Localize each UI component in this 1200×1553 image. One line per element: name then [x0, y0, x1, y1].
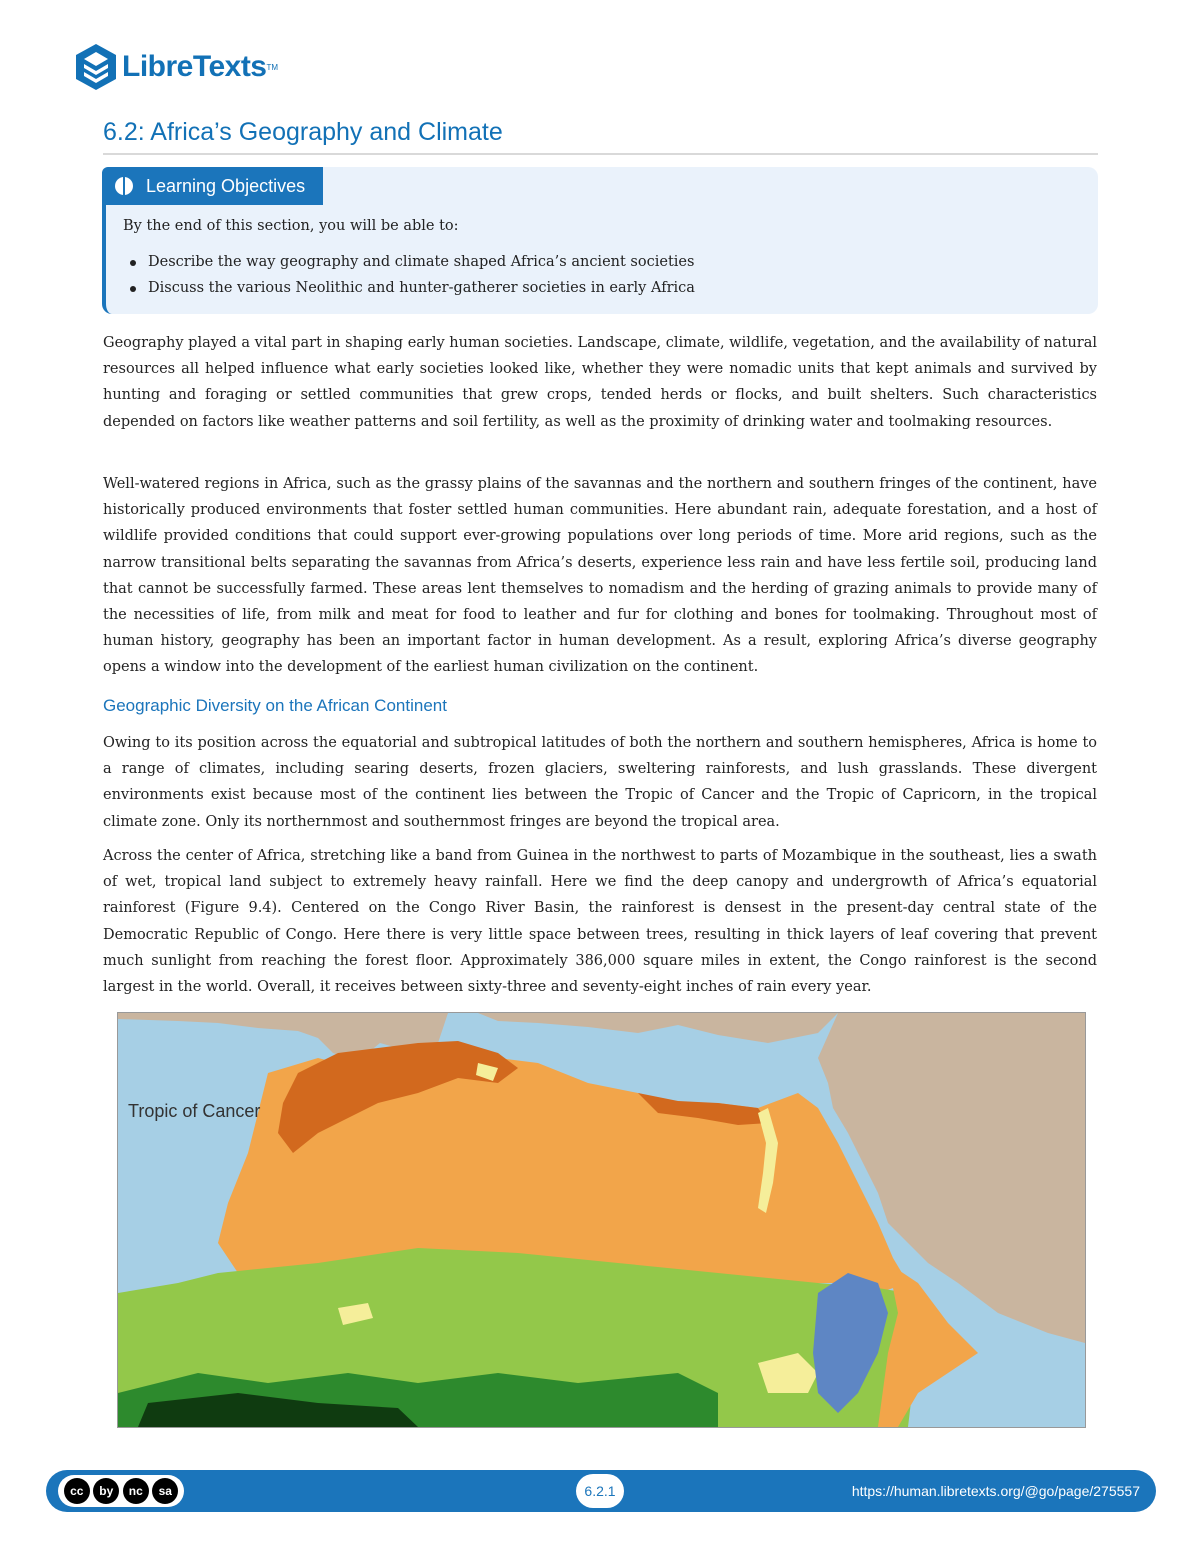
nc-icon: nc: [123, 1478, 149, 1504]
logo-trademark: TM: [266, 62, 279, 72]
paragraph-well-watered-regions: Well-watered regions in Africa, such as the grassy plains of the savannas and the northern and southern fringes of the continent, have historically produced environments that foster settled human communities. Here abundant rain, adequate forestation, and a host of wildlife provided conditions that could support ever-growing populations over long periods of time. More arid regions, such as the narrow transitional belts separating the savannas from Africa’s deserts, experience less rain and have less fertile soil, producing land that cannot be successfully farmed. These areas lent themselves to nomadism and the herding of grazing animals to provide many of the necessities of life, from milk and meat for food to leather and fur for clothing and bones for toolmaking. Throughout most of human history, geography has been an important factor in human development. As a result, exploring Africa’s diverse geography opens a window into the development of the earliest human civilization on the continent.: [103, 476, 1097, 676]
learning-objectives-box: [102, 167, 1098, 314]
libretexts-logo[interactable]: [74, 42, 278, 92]
paragraph-equatorial-rainforest: Across the center of Africa, stretching like a band from Guinea in the northwest to parts of Mozambique in the southeast, lies a swath of wet, tropical land subject to extremely heavy rainfall. Here we find the deep canopy and undergrowth of Africa’s equatorial rainforest (Figure 9.4). Centered on the Congo River Basin, the rainforest is densest in the present-day central state of the Democratic Republic of Congo. Here there is very little space between trees, resulting in thick layers of leaf covering that prevent much sunlight from reaching the forest floor. Approximately 386,000 square miles in extent, the Congo rainforest is the second largest in the world. Overall, it receives between sixty-three and seventy-eight inches of rain every year.: [103, 848, 1097, 996]
section-heading-geographic-diversity: Geographic Diversity on the African Continent: [103, 696, 447, 715]
page-url-link[interactable]: https://human.libretexts.org/@go/page/275557: [851, 1483, 1140, 1499]
page-footer: [46, 1470, 1156, 1512]
objectives-list: [123, 252, 695, 304]
climate-map-figure: [117, 1012, 1086, 1428]
objective-item: Describe the way geography and climate shaped Africa’s ancient societies: [123, 252, 695, 278]
creative-commons-license[interactable]: [58, 1475, 184, 1507]
libretexts-hexagon-icon: [74, 42, 118, 92]
sa-icon: sa: [152, 1478, 178, 1504]
logo-text: LibreTexts: [122, 50, 267, 83]
brain-icon: [114, 176, 134, 196]
learning-objectives-header: [102, 167, 323, 205]
cc-icon: cc: [64, 1478, 90, 1504]
page-number: 6.2.1: [576, 1474, 624, 1508]
objective-item: Discuss the various Neolithic and hunter-gatherer societies in early Africa: [123, 278, 695, 304]
objectives-intro: By the end of this section, you will be able to:: [123, 218, 459, 234]
by-icon: by: [93, 1478, 119, 1504]
page-title: 6.2: Africa’s Geography and Climate: [103, 118, 1098, 155]
paragraph-geography-role: Geography played a vital part in shaping early human societies. Landscape, climate, wildlife, vegetation, and the availability of natural resources all helped influence what early societies looked like, whether they were nomadic units that kept animals and survived by hunting and foraging or settled communities that grew crops, tended herds or flocks, and built shelters. Such characteristics depended on factors like weather patterns and soil fertility, as well as the proximity of drinking water and toolmaking resources.: [103, 335, 1097, 430]
paragraph-climate-range: Owing to its position across the equatorial and subtropical latitudes of both the northern and southern hemispheres, Africa is home to a range of climates, including searing deserts, frozen glaciers, sweltering rainforests, and lush grasslands. These divergent environments exist because most of the continent lies between the Tropic of Cancer and the Tropic of Capricorn, in the tropical climate zone. Only its northernmost and southernmost fringes are beyond the tropical area.: [103, 735, 1097, 830]
learning-objectives-title: Learning Objectives: [146, 175, 306, 196]
africa-climate-map: [118, 1013, 1085, 1427]
tropic-of-cancer-label: Tropic of Cancer: [128, 1101, 261, 1121]
